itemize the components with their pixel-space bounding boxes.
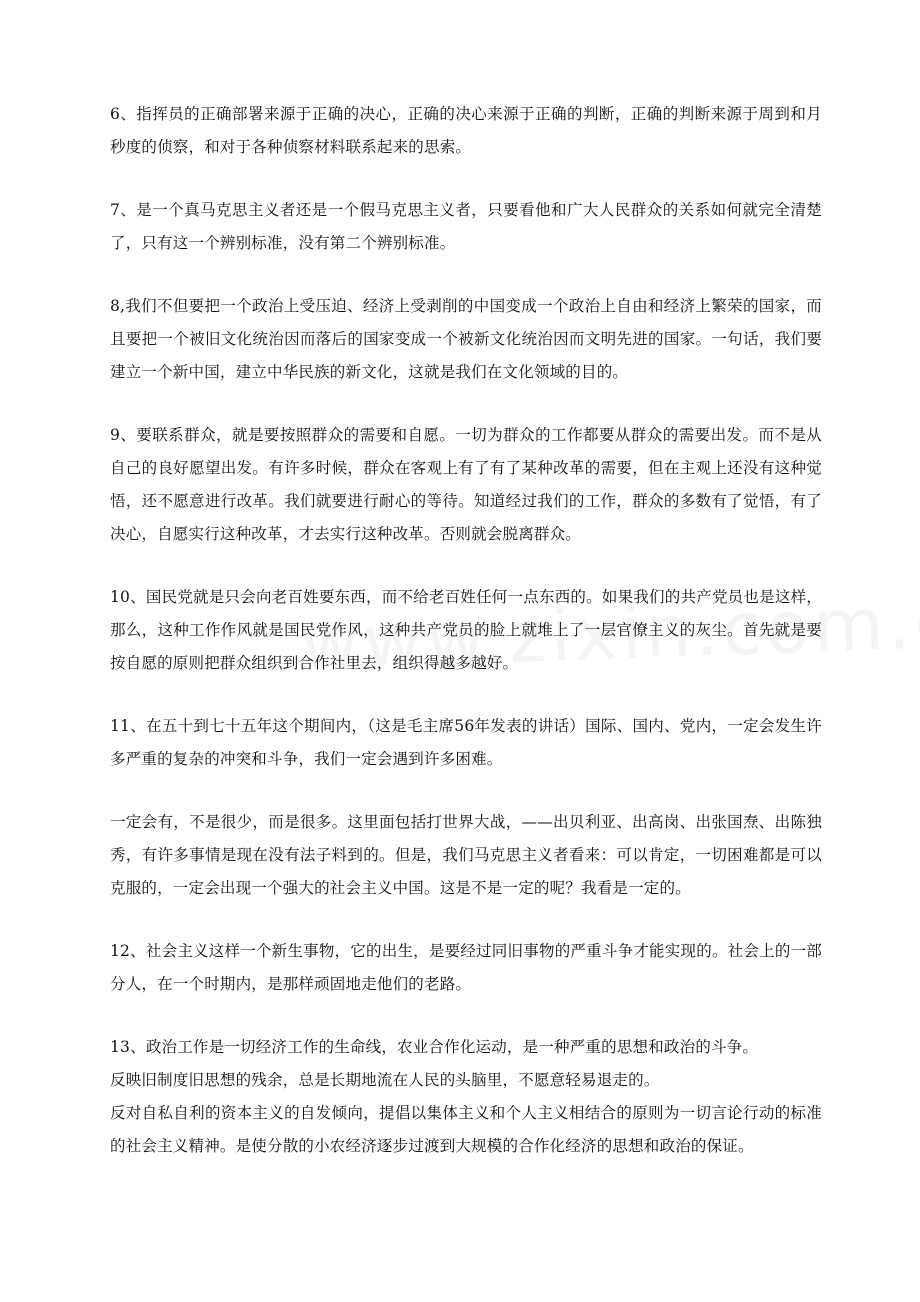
paragraph-13-line-1: 13、政治工作是一切经济工作的生命线，农业合作化运动，是一种严重的思想和政治的斗争。 bbox=[110, 1038, 759, 1056]
paragraph-6: 6、指挥员的正确部署来源于正确的决心，正确的决心来源于正确的判断，正确的判断来源于周到和月秒度的侦察，和对于各种侦察材料联系起来的思索。 bbox=[110, 105, 822, 156]
paragraph-8: 8,我们不但要把一个政治上受压迫、经济上受剥削的中国变成一个政治上自由和经济上繁荣的国家，而且要把一个被旧文化统治因而落后的国家变成一个被新文化统治因而文明先进的国家。一句话，我们要建立一个新中国，建立中华民族的新文化，这就是我们在文化领域的目的。 bbox=[110, 297, 822, 381]
paragraph-11: 11、在五十到七十五年这个期间内，（这是毛主席56年发表的讲话）国际、国内、党内，一定会发生许多严重的复杂的冲突和斗争，我们一定会遇到许多困难。 bbox=[110, 717, 822, 768]
paragraph-10: 10、国民党就是只会向老百姓要东西，而不给老百姓任何一点东西的。如果我们的共产党员也是这样，那么，这种工作作风就是国民党作风，这种共产党员的脸上就堆上了一层官僚主义的灰尘。首先就是要按自愿的原则把群众组织到合作社里去，组织得越多越好。 bbox=[110, 588, 822, 672]
paragraph-13-block bbox=[110, 1031, 822, 1163]
paragraph-13-line-2: 反映旧制度旧思想的残余，总是长期地流在人民的头脑里，不愿意轻易退走的。 bbox=[110, 1071, 660, 1089]
paragraph-12: 12、社会主义这样一个新生事物，它的出生，是要经过同旧事物的严重斗争才能实现的。社会上的一部分人，在一个时期内，是那样顽固地走他们的老路。 bbox=[110, 942, 822, 993]
paragraph-13-line-3: 反对自私自利的资本主义的自发倾向，提倡以集体主义和个人主义相结合的原则为一切言论行动的标准的社会主义精神。是使分散的小农经济逐步过渡到大规模的合作化经济的思想和政治的保证。 bbox=[110, 1104, 822, 1155]
paragraph-11-continued: 一定会有，不是很少，而是很多。这里面包括打世界大战，——出贝利亚、出高岗、出张国焘、出陈独秀，有许多事情是现在没有法子料到的。但是，我们马克思主义者看来：可以肯定，一切困难都是可以克服的，一定会出现一个强大的社会主义中国。这是不是一定的呢？我看是一定的。 bbox=[110, 813, 822, 897]
document-body bbox=[110, 98, 822, 1163]
paragraph-7: 7、是一个真马克思主义者还是一个假马克思主义者，只要看他和广大人民群众的关系如何就完全清楚了，只有这一个辨别标准，没有第二个辨别标准。 bbox=[110, 201, 822, 252]
paragraph-9: 9、要联系群众，就是要按照群众的需要和自愿。一切为群众的工作都要从群众的需要出发。而不是从自己的良好愿望出发。有许多时候，群众在客观上有了有了某种改革的需要，但在主观上还没有这种觉悟，还不愿意进行改革。我们就要进行耐心的等待。知道经过我们的工作，群众的多数有了觉悟，有了决心，自愿实行这种改革，才去实行这种改革。否则就会脱离群众。 bbox=[110, 426, 822, 543]
